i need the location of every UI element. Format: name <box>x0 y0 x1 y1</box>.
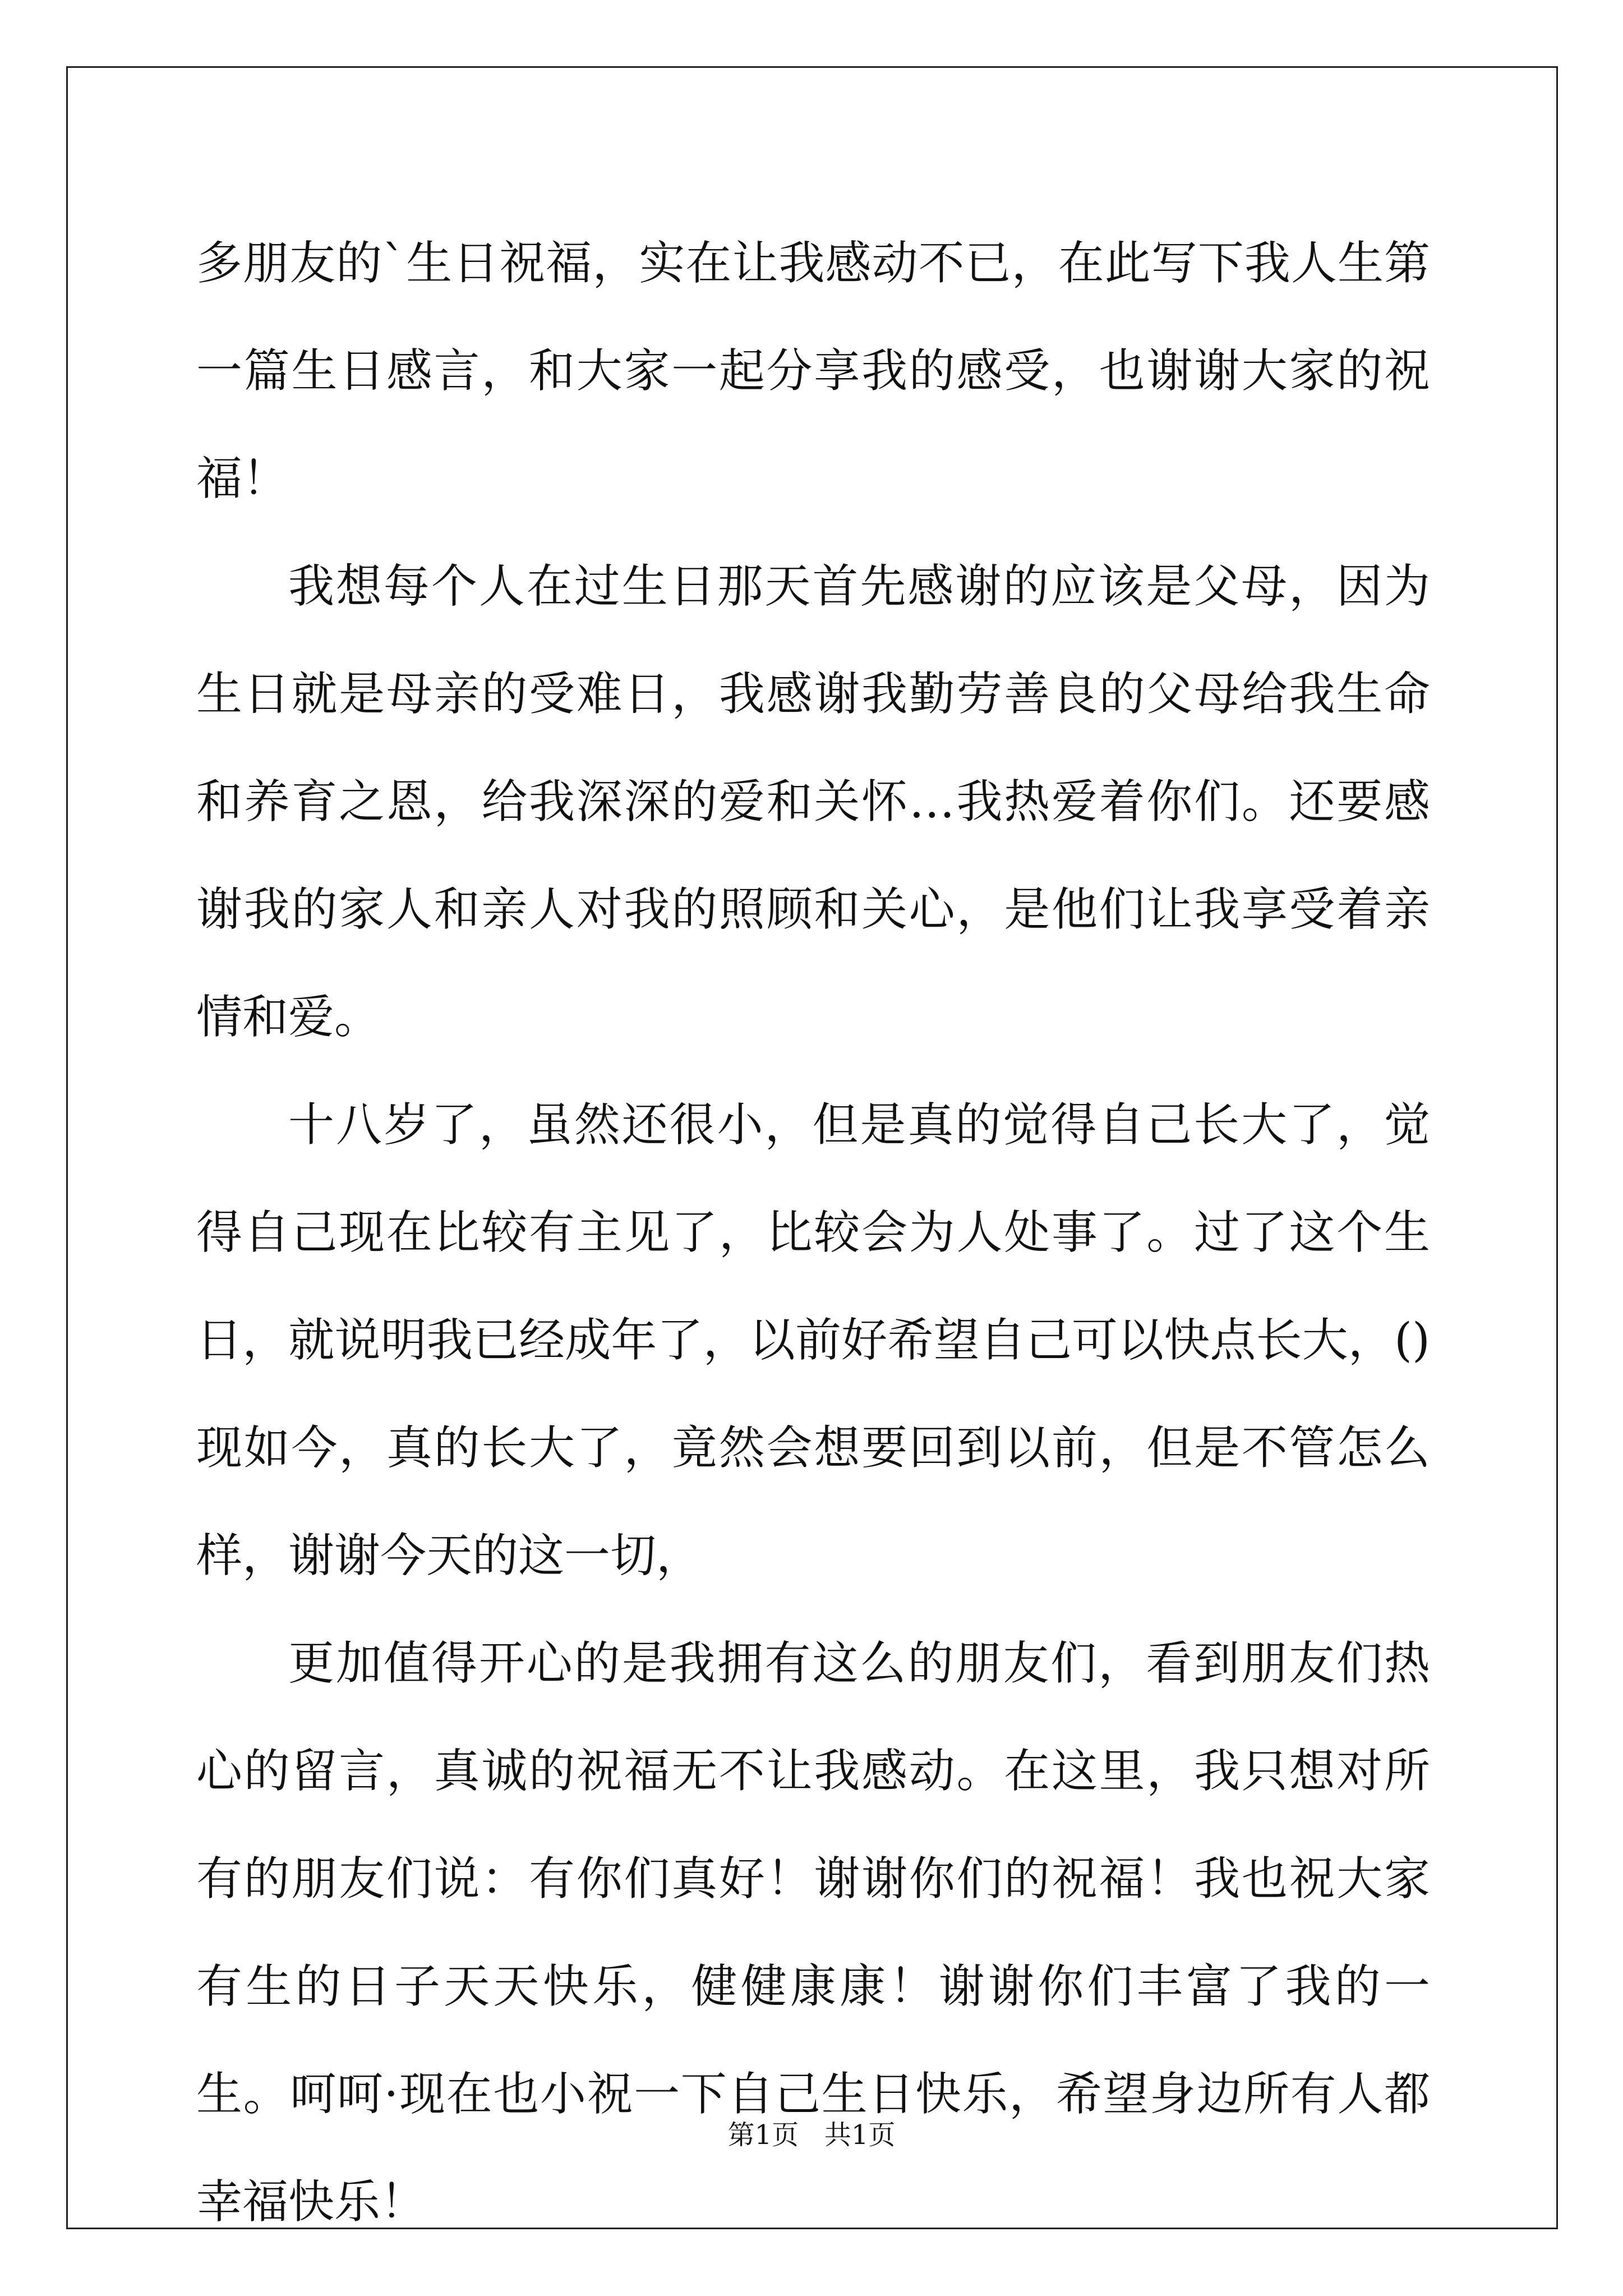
paragraph-3: 十八岁了，虽然还很小，但是真的觉得自己长大了，觉得自己现在比较有主见了，比较会为人处事了。过了这个生日，就说明我已经成年了，以前好希望自己可以快点长大，()现如今，真的长大了，竟然会想要回到以前，但是不管怎么样，谢谢今天的这一切， <box>196 1098 1430 1582</box>
document-body <box>196 210 1430 2256</box>
paragraph-2: 我想每个人在过生日那天首先感谢的应该是父母，因为生日就是母亲的受难日，我感谢我勤劳善良的父母给我生命和养育之恩，给我深深的爱和关怀…我热爱着你们。还要感谢我的家人和亲人对我的照顾和关心，是他们让我享受着亲情和爱。 <box>196 560 1430 1044</box>
paragraph-4: 更加值得开心的是我拥有这么的朋友们，看到朋友们热心的留言，真诚的祝福无不让我感动。在这里，我只想对所有的朋友们说：有你们真好！谢谢你们的祝福！我也祝大家有生的日子天天快乐，健健康康！谢谢你们丰富了我的一生。呵呵·现在也小祝一下自己生日快乐，希望身边所有人都幸福快乐！ <box>196 1637 1430 2229</box>
paragraph-1: 多朋友的`生日祝福，实在让我感动不已，在此写下我人生第一篇生日感言，和大家一起分享我的感受，也谢谢大家的祝福！ <box>196 237 1430 505</box>
page-number-footer: 第1页 共1页 <box>727 2119 896 2151</box>
